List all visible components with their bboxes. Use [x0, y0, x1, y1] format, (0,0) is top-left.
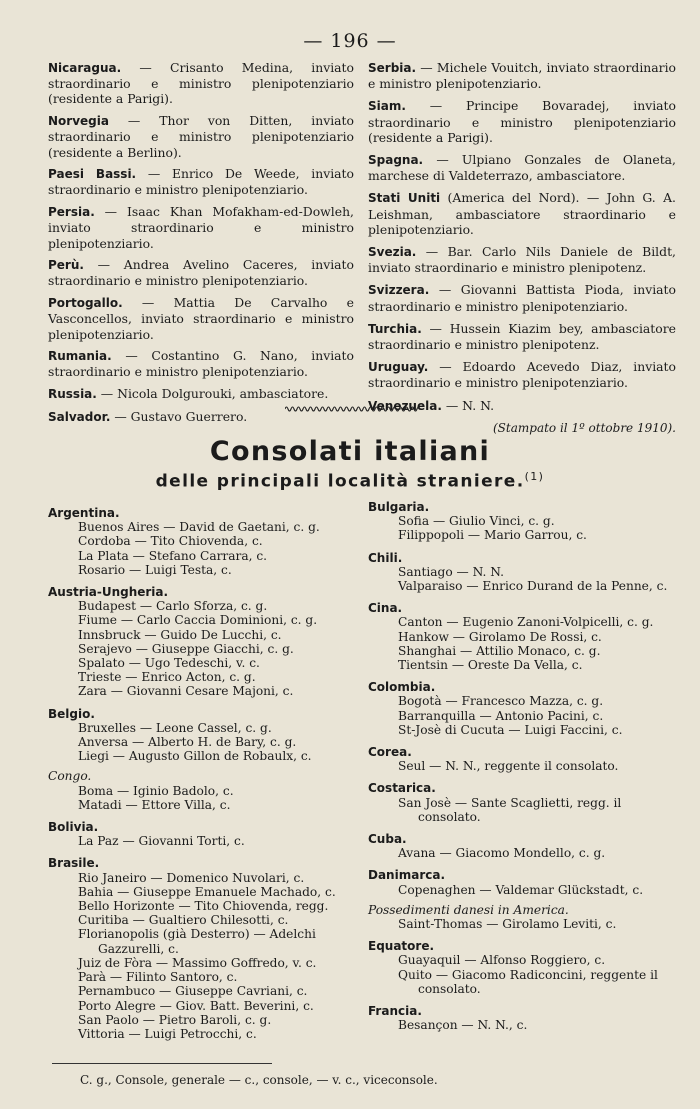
diplomat-entry [368, 60, 676, 91]
country-heading: Corea. [368, 745, 412, 760]
diplomat-entry [368, 152, 676, 183]
country-name: Spagna. [368, 153, 424, 168]
consulate-entry: Budapest — Carlo Sforza, c. g. [78, 599, 268, 614]
consulate-entry: Serajevo — Giuseppe Giacchi, c. g. [78, 641, 294, 656]
consulate-entry: Avana — Giacomo Mondello, c. g. [398, 846, 606, 861]
diplomat-text: — Ulpiano Gonzales de Olaneta, marchese di Valdeterrazo, ambasciatore. [368, 152, 676, 184]
consulate-entry: Sofia — Giulio Vinci, c. g. [398, 514, 555, 529]
diplomat-text: — Mattia De Carvalho e Vasconcellos, inviato straordinario e ministro plenipotenziario. [48, 295, 354, 342]
country-name: Rumania. [48, 349, 112, 364]
consulate-entry: Boma — Iginio Badolo, c. [78, 783, 234, 798]
diplomat-text: — Crisanto Medina, inviato straordinario e ministro plenipotenziario (residente a Parigi). [48, 60, 354, 107]
country-heading: Austria-Ungheria. [48, 585, 169, 600]
consulate-entry: Filippopoli — Mario Garrou, c. [398, 528, 587, 543]
diplomat-text: — Principe Bovaradej, inviato straordinario e ministro plenipotenziario (residente a Parigi). [368, 98, 676, 145]
diplomat-entry [48, 166, 354, 197]
consulate-entry: Zara — Giovanni Cesare Majoni, c. [78, 684, 294, 699]
diplomat-entry [48, 348, 354, 379]
consulate-entry: Buenos Aires — David de Gaetani, c. g. [78, 520, 320, 535]
diplomat-text: — Isaac Khan Mofakham-ed-Dowleh, inviato straordinario e ministro plenipotenziario. [48, 204, 354, 251]
section-subtitle-text: delle principali località straniere. [155, 471, 525, 492]
consulate-entry: Curitiba — Gualtiero Chilesotti, c. [78, 913, 289, 928]
consulate-entry: Canton — Eugenio Zanoni-Volpicelli, c. g. [398, 615, 654, 630]
country-name: Turchia. [368, 321, 422, 336]
consulate-entry: Matadi — Ettore Villa, c. [78, 797, 231, 812]
consulate-entry: Liegi — Augusto Gillon de Robaulx, c. [78, 749, 312, 764]
consulate-entry: Bogotà — Francesco Mazza, c. g. [398, 694, 604, 709]
diplomat-text: — Hussein Kiazim bey, ambasciatore straordinario e ministro plenipotenz. [368, 320, 676, 353]
consulates-right-column [368, 500, 680, 1033]
consulate-entry: Fiume — Carlo Caccia Dominioni, c. g. [78, 613, 318, 628]
consulate-entry: Parà — Filinto Santoro, c. [78, 970, 238, 985]
consulate-entry: Guayaquil — Alfonso Roggiero, c. [398, 953, 606, 968]
country-heading: Cina. [368, 601, 403, 616]
diplomat-entry [368, 98, 676, 145]
print-date-note: (Stampato il 1º ottobre 1910). [493, 420, 676, 435]
diplomat-text: — Enrico De Weede, inviato straordinario e ministro plenipotenziario. [48, 166, 354, 198]
country-name: Salvador. [48, 409, 111, 424]
footnote: C. g., Console, generale — c., console, — v. c., viceconsole. [80, 1073, 438, 1087]
diplomat-text: — Michele Vouitch, inviato straordinario e ministro plenipotenziario. [368, 60, 676, 92]
consulate-entry: Rio Janeiro — Domenico Nuvolari, c. [78, 870, 305, 885]
consulate-entry: Anversa — Alberto H. de Bary, c. g. [78, 735, 297, 750]
country-heading: Equatore. [368, 939, 435, 954]
consulate-entry: Barranquilla — Antonio Pacini, c. [398, 708, 604, 723]
consulate-entry: Shanghai — Attilio Monaco, c. g. [398, 643, 601, 658]
diplomat-text: — Thor von Ditten, inviato straordinario e ministro plenipotenziario (residente a Berlino). [48, 113, 354, 160]
country-name: Stati Uniti [368, 191, 441, 206]
consulate-entry: Bahia — Giuseppe Emanuele Machado, c. [78, 884, 336, 899]
diplomats-right-column [368, 60, 676, 436]
country-heading: Colombia. [368, 680, 436, 695]
country-heading: Francia. [368, 1004, 422, 1019]
country-name: Persia. [48, 205, 95, 220]
consulate-entry: Bruxelles — Leone Cassel, c. g. [78, 720, 272, 735]
diplomat-entry [368, 359, 676, 390]
consulate-entry: Tientsin — Oreste Da Vella, c. [398, 658, 583, 673]
diplomat-text: — Bar. Carlo Nils Daniele de Bildt, inviato straordinario e ministro plenipotenz. [368, 244, 676, 276]
country-name: Nicaragua. [48, 61, 122, 75]
country-name: Svizzera. [368, 283, 430, 298]
country-heading: Costarica. [368, 781, 436, 796]
country-heading: Chili. [368, 550, 403, 565]
consulate-entry: Florianopolis (già Desterro) — Adelchi Gazzurelli, c. [78, 927, 316, 956]
diplomat-entry [368, 244, 676, 275]
country-name: Siam. [368, 99, 406, 114]
consulate-entry: Copenaghen — Valdemar Glückstadt, c. [398, 882, 644, 897]
country-heading: Argentina. [48, 506, 120, 520]
diplomat-entry [368, 190, 676, 237]
diplomat-text: — Edoardo Acevedo Diaz, inviato straordinario e ministro plenipotenziario. [368, 359, 676, 391]
subregion-heading: Congo. [48, 769, 92, 784]
country-heading: Belgio. [48, 706, 95, 721]
diplomat-entry [48, 257, 354, 288]
country-heading: Danimarca. [368, 868, 446, 883]
diplomat-text: — Giovanni Battista Pioda, inviato straordinario e ministro plenipotenziario. [368, 282, 676, 314]
country-name: Serbia. [368, 61, 417, 75]
country-name: Russia. [48, 387, 97, 402]
consulate-entry: San Josè — Sante Scaglietti, regg. il consolato. [398, 795, 622, 824]
diplomat-text: — N. N. [441, 397, 495, 413]
diplomat-entry [48, 204, 354, 251]
consulate-entry: Hankow — Girolamo De Rossi, c. [398, 629, 602, 644]
country-name: Paesi Bassi. [48, 167, 137, 182]
country-heading: Bulgaria. [368, 500, 430, 514]
diplomat-text: (America del Nord). — John G. A. Leishman, ambasciatore straordinario e plenipotenziario. [368, 190, 676, 237]
diplomats-left-column [48, 60, 354, 432]
diplomat-entry [368, 321, 676, 352]
section-subtitle [0, 470, 700, 492]
consulate-entry: Quito — Giacomo Radiconcini, reggente il consolato. [398, 967, 658, 996]
diplomat-entry [48, 295, 354, 342]
country-name: Venezuela. [368, 398, 442, 413]
diplomat-entry [368, 282, 676, 313]
section-title: Consolati italiani [209, 436, 491, 467]
consulate-entry: Juiz de Fòra — Massimo Goffredo, v. c. [78, 955, 317, 970]
consulate-entry: Saint-Thomas — Girolamo Leviti, c. [398, 917, 617, 932]
diplomat-text: — Andrea Avelino Caceres, inviato straordinario e ministro plenipotenziario. [48, 257, 354, 289]
country-name: Portogallo. [48, 296, 123, 311]
diplomat-entry [48, 60, 354, 107]
country-heading: Brasile. [48, 856, 100, 871]
country-name: Perù. [48, 258, 84, 273]
diplomat-entry [48, 113, 354, 160]
consulate-entry: San Paolo — Pietro Baroli, c. g. [78, 1012, 272, 1027]
consulate-entry: Trieste — Enrico Acton, c. g. [78, 670, 256, 685]
consulate-entry: Innsbruck — Guido De Lucchi, c. [78, 627, 282, 642]
country-heading: Cuba. [368, 832, 407, 847]
consulate-entry: La Paz — Giovanni Torti, c. [78, 834, 245, 849]
consulate-entry: Spalato — Ugo Tedeschi, v. c. [78, 656, 260, 671]
consulate-entry: Seul — N. N., reggente il consolato. [398, 759, 619, 774]
consulate-entry: Besançon — N. N., c. [398, 1018, 528, 1033]
consulate-entry: Pernambuco — Giuseppe Cavriani, c. [78, 984, 308, 999]
diplomat-text: — Costantino G. Nano, inviato straordinario e ministro plenipotenziario. [48, 348, 354, 380]
consulate-entry: Rosario — Luigi Testa, c. [78, 562, 232, 577]
footnote-divider [52, 1063, 272, 1064]
consulate-entry: Bello Horizonte — Tito Chiovenda, regg. [78, 899, 329, 914]
country-name: Uruguay. [368, 360, 429, 375]
consulate-entry: Vittoria — Luigi Petrocchi, c. [78, 1026, 257, 1041]
page-number: — 196 — [303, 30, 397, 52]
country-name: Svezia. [368, 245, 417, 260]
diplomat-entry [48, 386, 354, 402]
consulate-entry: Santiago — N. N. [398, 564, 504, 579]
wavy-divider [285, 402, 419, 416]
country-name: Norvegia [48, 114, 109, 129]
consulate-entry: Cordoba — Tito Chiovenda, c. [78, 534, 263, 549]
diplomat-text: — Nicola Dolgurouki, ambasciatore. [96, 386, 329, 402]
footnote-mark: (1) [524, 470, 545, 483]
consulate-entry: Porto Alegre — Giov. Batt. Beverini, c. [78, 998, 314, 1013]
consulate-entry: St-Josè di Cucuta — Luigi Faccini, c. [398, 722, 623, 737]
subregion-heading: Possedimenti danesi in America. [368, 902, 569, 917]
diplomat-text: — Gustavo Guerrero. [110, 408, 248, 424]
consulate-entry: Valparaiso — Enrico Durand de la Penne, c. [398, 579, 668, 594]
consulate-entry: La Plata — Stefano Carrara, c. [78, 548, 268, 563]
country-heading: Bolivia. [48, 820, 99, 835]
consulates-left-column [48, 506, 358, 1041]
